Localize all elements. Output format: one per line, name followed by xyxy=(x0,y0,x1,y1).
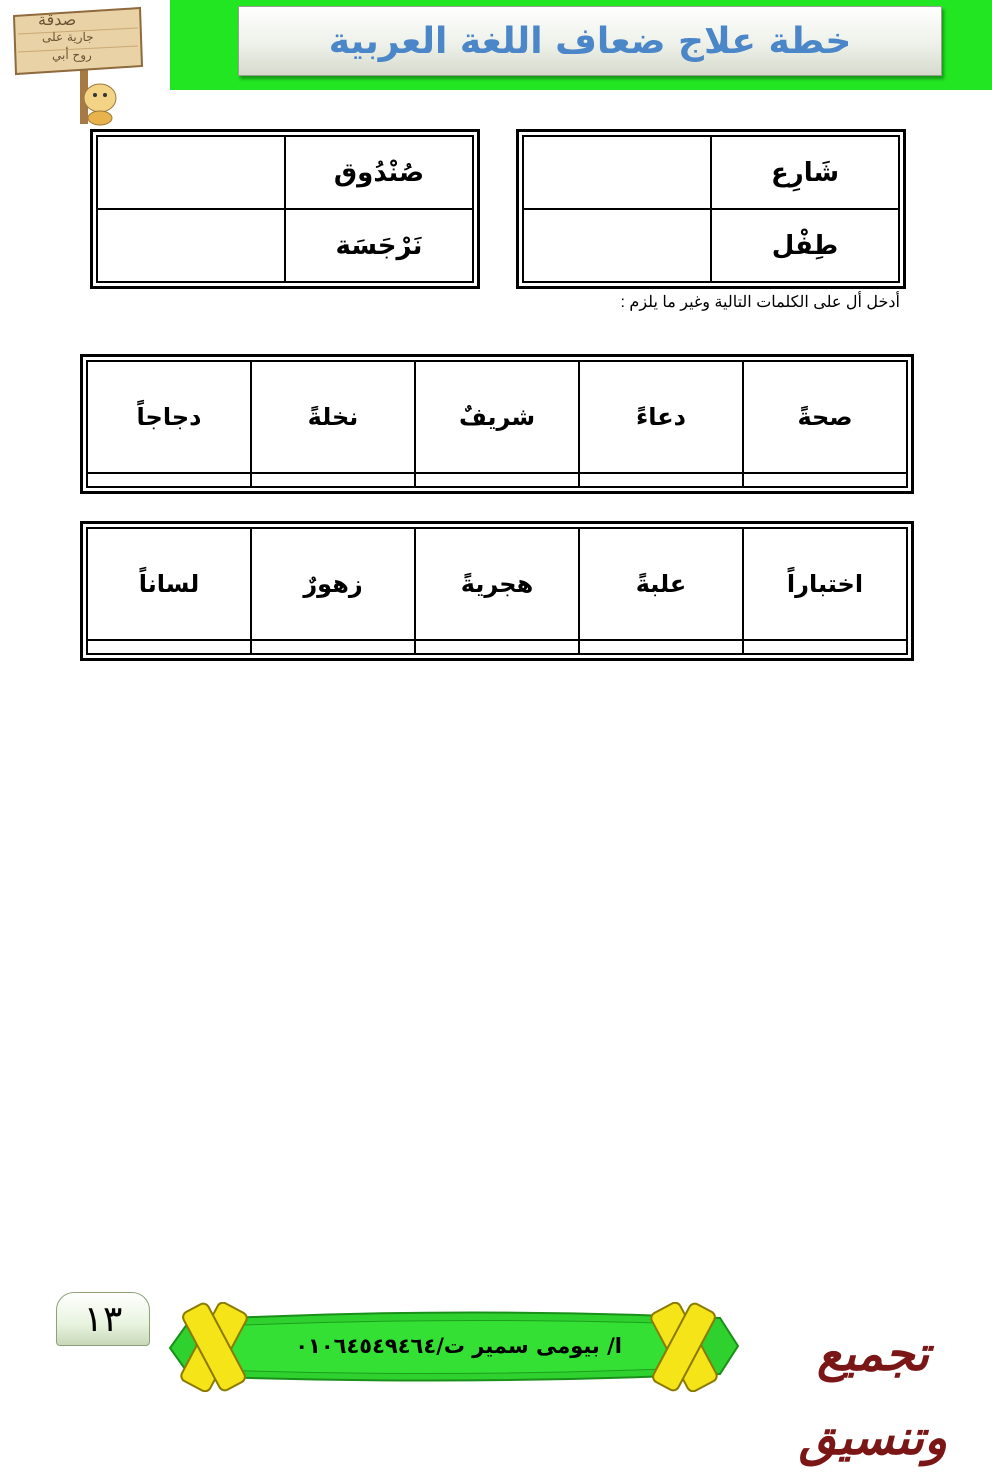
answer-cell[interactable] xyxy=(97,209,285,282)
word-table-right xyxy=(516,129,906,289)
sign-board-icon xyxy=(8,4,148,126)
author-credit: ا/ بيومى سمير ت/٠١٠٦٤٥٤٩٤٦٤ xyxy=(295,1334,622,1358)
answer-cell[interactable] xyxy=(743,640,907,654)
table-row xyxy=(87,473,907,487)
word-cell xyxy=(285,209,473,282)
word-cell: شريفٌ xyxy=(415,361,579,473)
word-narjasa: نَرْجَسَة xyxy=(335,230,423,261)
word-cell: زهورٌ xyxy=(251,528,415,640)
answer-cell[interactable] xyxy=(251,640,415,654)
page-title: خطة علاج ضعاف اللغة العربية xyxy=(328,20,852,62)
answer-cell[interactable] xyxy=(87,473,251,487)
logo-line-3: روح أبي xyxy=(52,48,92,62)
word-cell: صحةً xyxy=(743,361,907,473)
table-row xyxy=(523,209,899,282)
answer-cell[interactable] xyxy=(579,473,743,487)
table-row xyxy=(87,361,907,473)
table-row xyxy=(87,528,907,640)
word-table-left xyxy=(90,129,480,289)
word-shari: شَارِع xyxy=(770,157,840,188)
table-row xyxy=(97,136,473,209)
logo-line-2: جارية على xyxy=(42,30,94,44)
word-cell: نخلةً xyxy=(251,361,415,473)
answer-cell[interactable] xyxy=(743,473,907,487)
page-number: ١٣ xyxy=(56,1292,150,1346)
word-cell: هجريةً xyxy=(415,528,579,640)
word-sundooq: صُنْدُوق xyxy=(333,157,425,188)
word-cell: دعاءً xyxy=(579,361,743,473)
answer-cell[interactable] xyxy=(415,473,579,487)
exercise-table-2 xyxy=(80,521,914,661)
title-box xyxy=(238,6,942,76)
word-cell: اختباراً xyxy=(743,528,907,640)
answer-cell[interactable] xyxy=(415,640,579,654)
word-cell xyxy=(711,136,899,209)
answer-cell[interactable] xyxy=(87,640,251,654)
table-row xyxy=(87,640,907,654)
word-cell xyxy=(711,209,899,282)
answer-cell[interactable] xyxy=(251,473,415,487)
answer-cell[interactable] xyxy=(523,136,711,209)
sadaqa-sign-logo xyxy=(8,4,148,126)
word-cell: لساناً xyxy=(87,528,251,640)
word-cell xyxy=(285,136,473,209)
table-row xyxy=(97,209,473,282)
table-row xyxy=(523,136,899,209)
exercise-table-1 xyxy=(80,354,914,494)
answer-cell[interactable] xyxy=(579,640,743,654)
compiled-by-signature: تجميع وتنسيق xyxy=(798,1326,948,1466)
word-cell: دجاجاً xyxy=(87,361,251,473)
answer-cell[interactable] xyxy=(97,136,285,209)
answer-cell[interactable] xyxy=(523,209,711,282)
instruction-text: أدخل أل على الكلمات التالية وغير ما يلزم : xyxy=(620,294,900,311)
word-cell: علبةً xyxy=(579,528,743,640)
word-tifl: طِفْل xyxy=(771,230,839,261)
logo-line-1: صدقة xyxy=(38,10,77,29)
